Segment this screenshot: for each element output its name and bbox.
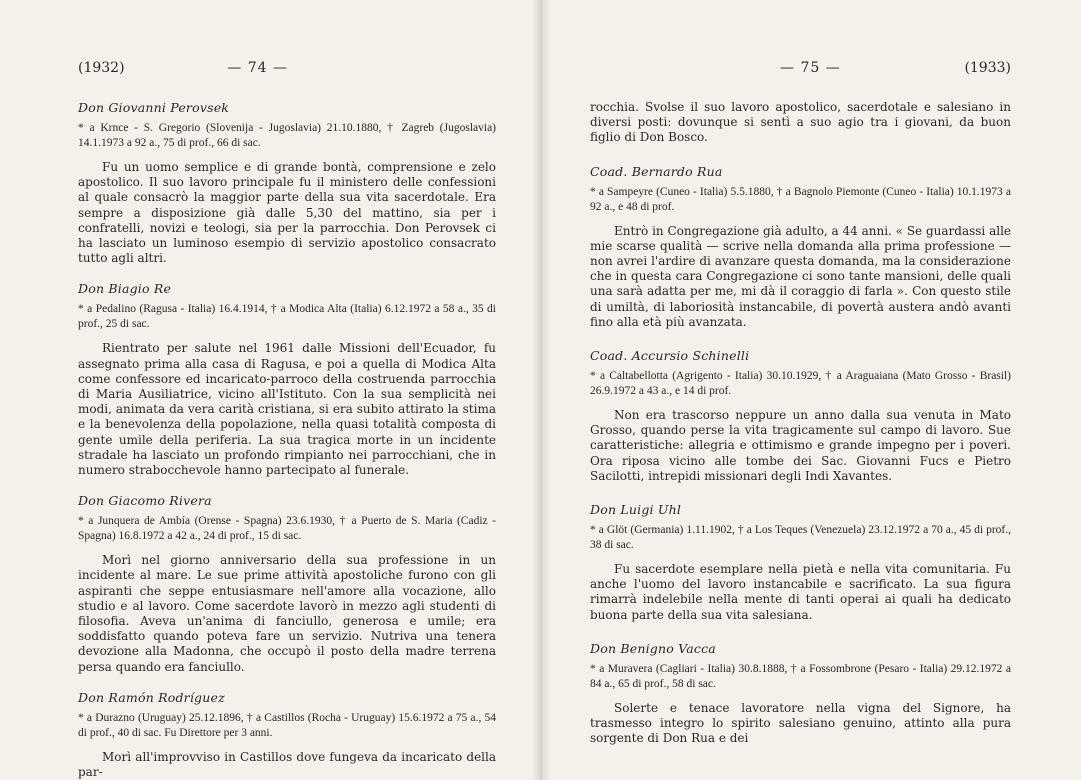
entry-dates: * a Durazno (Uruguay) 25.12.1896, † a Castillos (Rocha - Uruguay) 15.6.1972 a 75 a., 54 di prof., 40 di sac. Fu Direttore per 3 anni.	[78, 711, 496, 739]
obituary-entry	[78, 690, 496, 780]
entry-dates: * a Krnce - S. Gregorio (Slovenija - Jugoslavia) 21.10.1880, † Zagreb (Jugoslavia) 14.1.1973 a 92 a., 75 di prof., 66 di sac.	[78, 122, 496, 149]
entry-name: Don Benigno Vacca	[590, 640, 716, 656]
entry-name: Don Giacomo Rivera	[78, 493, 212, 509]
right-year: (1933)	[964, 60, 1011, 76]
entry-text: Non era trascorso neppure un anno dalla sua venuta in Mato Grosso, quando perse la vita tragicamente sul campo di lavoro. Sue caratteristiche: allegria e ottimismo e grande impegno per i poveri. Ora riposa vicino alle tombe dei Sac. Giovanni Fucs e Pietro Sacilotti, intrepidi missionari degli Indi Xavantes.	[590, 408, 1011, 483]
obituary-entry	[590, 502, 1011, 623]
left-page	[0, 0, 540, 780]
continued-text	[590, 100, 1011, 146]
entry-dates: * a Sampeyre (Cuneo - Italia) 5.5.1880, † a Bagnolo Piemonte (Cuneo - Italia) 10.1.1973 a 92 a., e 48 di prof.	[590, 185, 1011, 213]
entry-dates: * a Pedalino (Ragusa - Italia) 16.4.1914, † a Modica Alta (Italia) 6.12.1972 a 58 a., 35 di prof., 25 di sac.	[78, 303, 496, 331]
entry-name: Coad. Accursio Schinelli	[590, 348, 750, 364]
right-page	[540, 0, 1081, 780]
entry-dates: * a Caltabellotta (Agrigento - Italia) 30.10.1929, † a Araguaiana (Mato Grosso - Brasil) 26.9.1972 a 43 a., e 14 di prof.	[590, 370, 1011, 398]
obituary-entry	[78, 493, 496, 675]
entry-name: Don Ramón Rodríguez	[78, 689, 225, 705]
entry-dates: * a Muravera (Cagliari - Italia) 30.8.1888, † a Fossombrone (Pesaro - Italia) 29.12.1972 a 84 a., 65 di prof., 58 di sac.	[590, 662, 1011, 690]
entry-text: Fu sacerdote esemplare nella pietà e nella vita comunitaria. Fu anche l'uomo del lavoro instancabile e sacrificato. La sua figura rimarrà indelebile nella mente di tanti operai ai quali ha dedicato buona parte della sua vita salesiana.	[590, 562, 1011, 622]
entry-name: Don Biagio Re	[78, 281, 172, 297]
obituary-entry	[590, 641, 1011, 747]
entry-text: Entrò in Congregazione già adulto, a 44 anni. « Se guardassi alle mie scarse qualità — scrive nella domanda alla prima professione — non avrei l'ardire di avanzare questa domanda, ma la considerazione che in questa cara Congregazione ci sono tante mansioni, delle quali una sarà adatta per me, mi dà il coraggio di farla ». Con questo stile di umiltà, di laboriosità instancabile, di povertà austera andò avanti fino alla età più avanzata.	[590, 223, 1012, 329]
obituary-entry	[590, 164, 1011, 330]
continuation-paragraph: rocchia. Svolse il suo lavoro apostolico, sacerdotale e salesiano in diversi posti: dovunque si sentì a suo agio tra i giovani, da buon figlio di Don Bosco.	[590, 100, 1011, 145]
right-page-header	[590, 60, 1011, 78]
left-page-header	[78, 60, 496, 78]
obituary-entry	[78, 100, 496, 266]
entry-text: Solerte e tenace lavoratore nella vigna del Signore, ha trasmesso integro lo spirito salesiano genuino, attinto alla pura sorgente di Don Rua e dei	[590, 700, 1011, 746]
right-page-number: — 75 —	[780, 60, 841, 76]
entry-name: Don Giovanni Perovsek	[78, 100, 230, 115]
obituary-entry	[590, 348, 1011, 484]
entry-text: Morì all'improvviso in Castillos dove fungeva da incaricato della par-	[78, 749, 496, 780]
entry-text: Rientrato per salute nel 1961 dalle Missioni dell'Ecuador, fu assegnato prima alla casa di Ragusa, e poi a quella di Modica Alta come confessore ed incaricato-parroco della costruenda parrocchia di Maria Ausiliatrice, vicino all'Istituto. Con la sua semplicità nei modi, animata da vera carità cristiana, si era subito attirato la stima e la benevolenza della popolazione, nella quasi totalità composta di gente umile della periferia. La sua tragica morte in un incidente stradale ha lasciato un profondo rimpianto nei parrocchiani, che in numero strabocchevole hanno partecipato al funerale.	[78, 341, 496, 478]
entry-name: Coad. Bernardo Rua	[590, 163, 723, 179]
entry-dates: * a Junquera de Ambía (Orense - Spagna) 23.6.1930, † a Puerto de S. Maria (Cadiz - Spagna) 16.8.1972 a 42 a., 24 di prof., 15 di sac.	[78, 515, 496, 543]
entry-name: Don Luigi Uhl	[590, 502, 682, 518]
left-page-number: — 74 —	[227, 60, 288, 76]
entry-dates: * a Glöt (Germania) 1.11.1902, † a Los Teques (Venezuela) 23.12.1972 a 70 a., 45 di prof., 38 di sac.	[590, 524, 1011, 552]
left-year: (1932)	[78, 60, 125, 76]
obituary-entry	[78, 281, 496, 478]
entry-text: Fu un uomo semplice e di grande bontà, comprensione e zelo apostolico. Il suo lavoro principale fu il ministero delle confessioni al quale consacrò la maggior parte della sua vita sacerdotale. Era sempre a disposizione già dalle 5,30 del mattino, sia per i confratelli, novizi e teologi, sia per la parrocchia. Don Perovsek ci ha lasciato un luminoso esempio di servizio apostolico consacrato tutto agli altri.	[78, 160, 496, 266]
entry-text: Morì nel giorno anniversario della sua professione in un incidente al mare. Le sue prime attività apostoliche furono con gli aspiranti che seppe entusiasmare nell'amore alla vocazione, allo studio e al lavoro. Come sacerdote lavorò in mezzo agli studenti di filosofia. Aveva un'anima di fanciullo, generosa e umile; era soddisfatto quando poteva fare un servizio. Nutriva una tenera devozione alla Madonna, che occupò il posto della madre terrena persa quando era fanciullo.	[78, 553, 496, 674]
